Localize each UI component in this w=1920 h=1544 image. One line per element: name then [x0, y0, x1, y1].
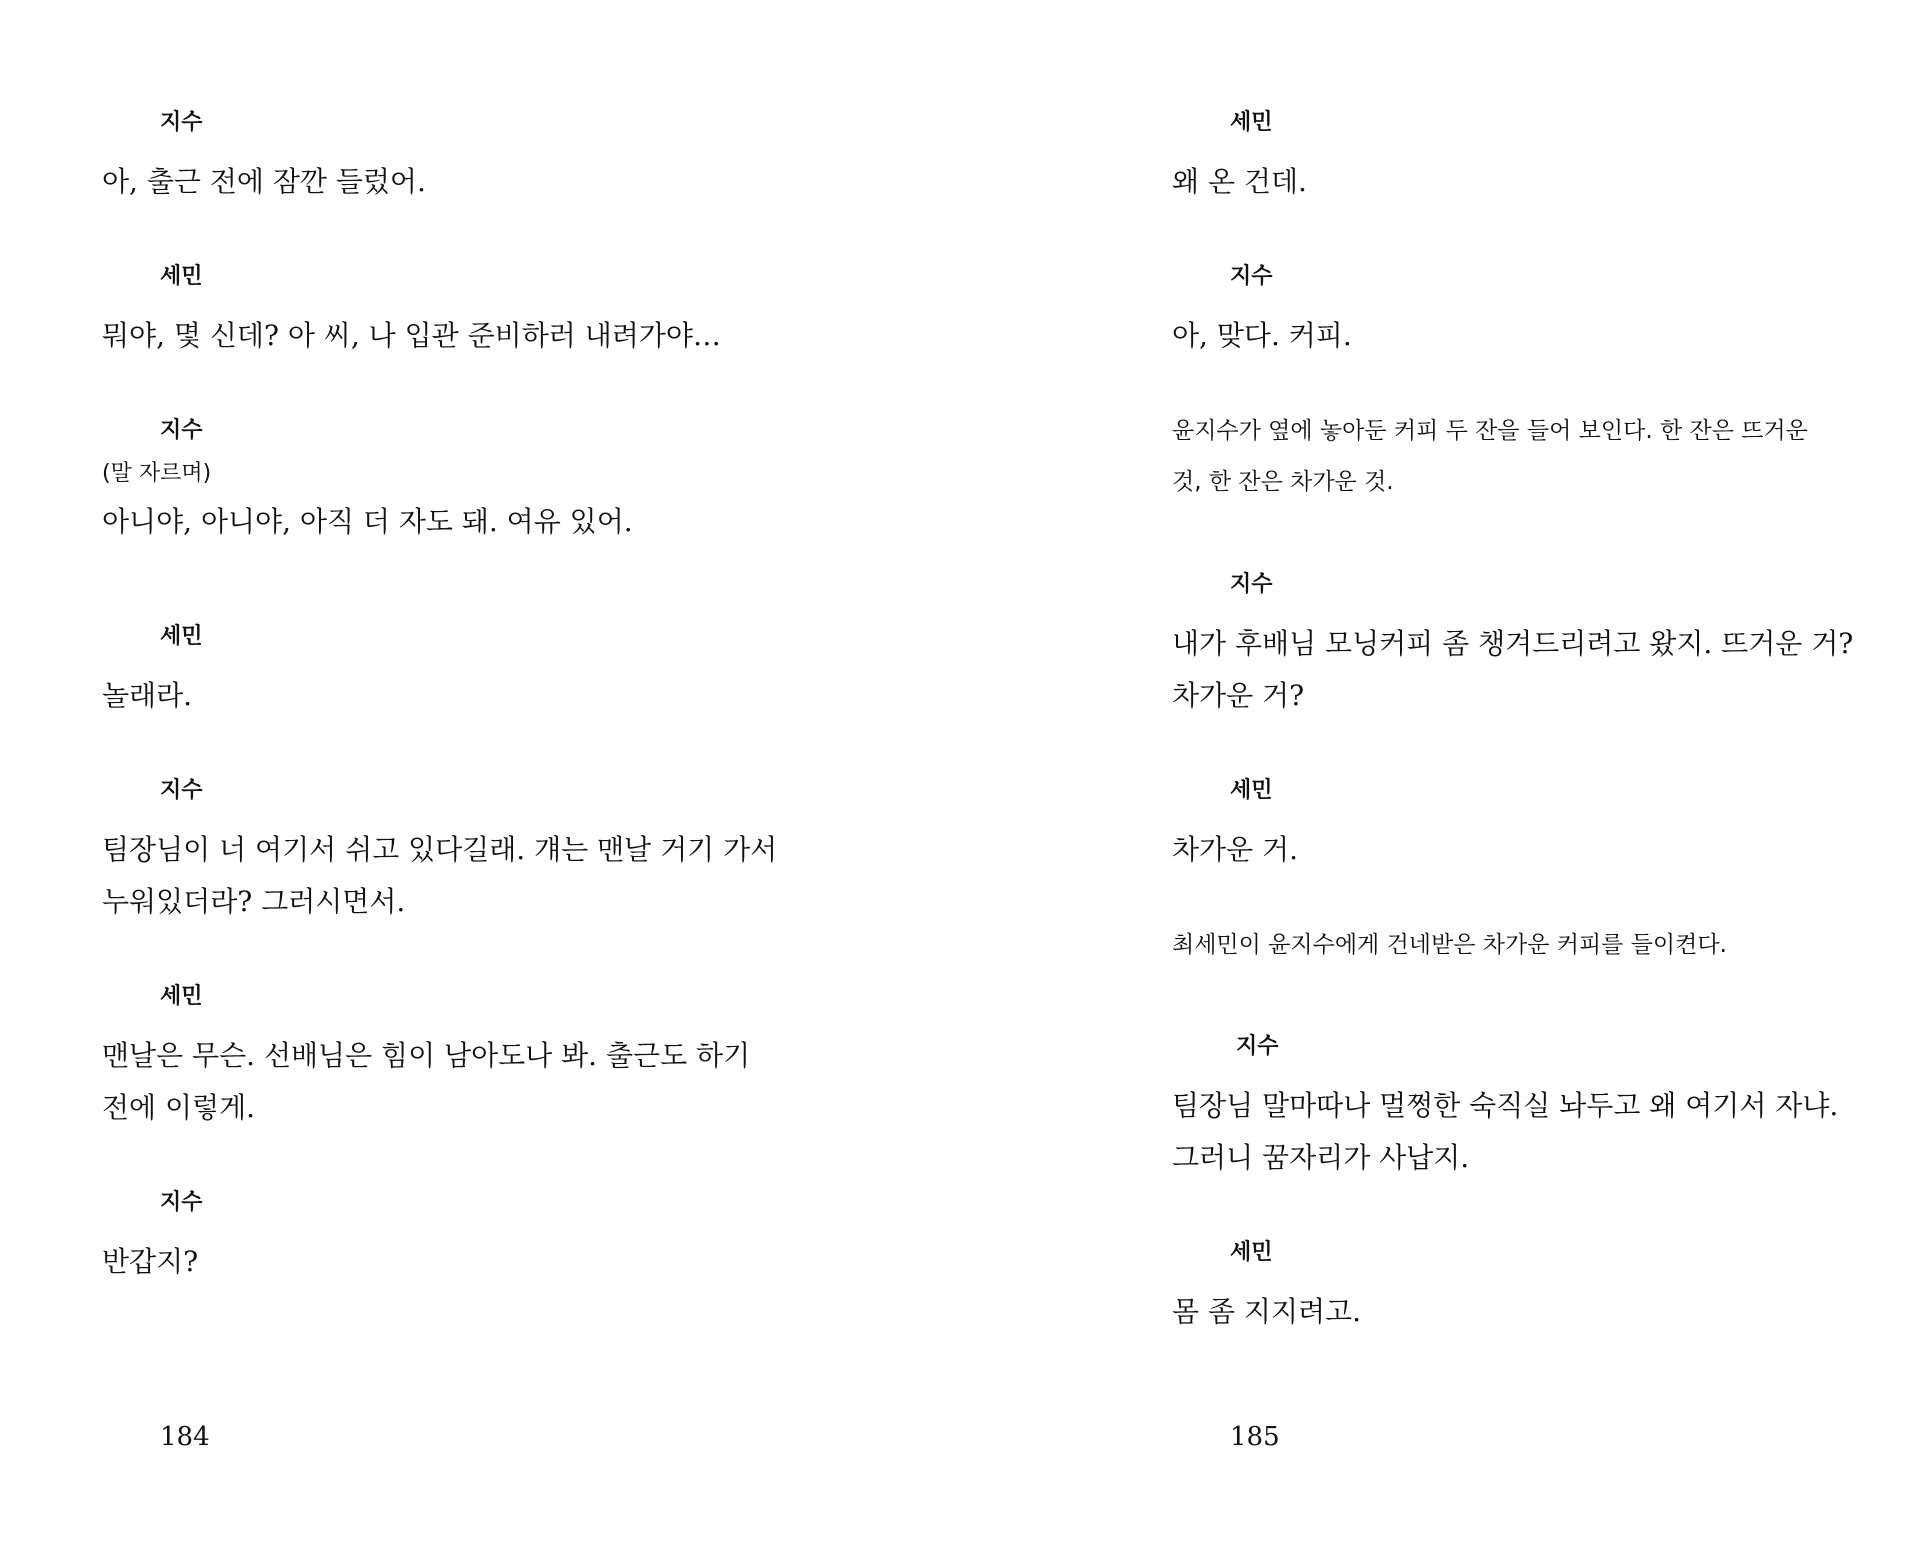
dialogue-line: 왜 온 건데. — [1172, 165, 1307, 198]
speaker-name: 지수 — [160, 778, 203, 803]
dialogue-block — [1172, 776, 1872, 876]
page-number: 185 — [1230, 1422, 1280, 1452]
speaker-name: 세민 — [160, 624, 203, 649]
page-number: 184 — [160, 1422, 210, 1452]
dialogue-line: 반갑지? — [102, 1245, 199, 1278]
action-line: 최세민이 윤지수에게 건네받은 차가운 커피를 들이켠다. — [1172, 932, 1727, 958]
dialogue-block — [1172, 262, 1872, 362]
dialogue-line: 맨날은 무슨. 선배님은 힘이 남아도나 봐. 출근도 하기 — [102, 1039, 751, 1072]
dialogue-line: 아, 출근 전에 잠깐 들렀어. — [102, 165, 426, 198]
speaker-name: 지수 — [1230, 264, 1273, 289]
speaker-name: 세민 — [1230, 110, 1273, 135]
speaker-name: 지수 — [160, 418, 203, 443]
dialogue-line: 차가운 거? — [1172, 679, 1305, 712]
action-line: 것, 한 잔은 차가운 것. — [1172, 469, 1394, 495]
speaker-name: 세민 — [1230, 778, 1273, 803]
dialogue-block — [102, 262, 802, 362]
dialogue-line: 누워있더라? 그러시면서. — [102, 885, 406, 918]
dialogue-block — [102, 416, 802, 548]
dialogue-block — [102, 108, 802, 208]
speaker-name: 세민 — [1230, 1240, 1273, 1265]
speaker-name: 세민 — [160, 264, 203, 289]
action-block — [1172, 920, 1872, 971]
dialogue-line: 그러니 꿈자리가 사납지. — [1172, 1141, 1470, 1174]
dialogue-line: 뭐야, 몇 신데? 아 씨, 나 입관 준비하러 내려가야… — [102, 319, 721, 352]
action-block — [1172, 406, 1872, 508]
dialogue-line: 아니야, 아니야, 아직 더 자도 돼. 여유 있어. — [102, 505, 633, 538]
dialogue-line: 팀장님 말마따나 멀쩡한 숙직실 놔두고 왜 여기서 자냐. — [1172, 1089, 1839, 1122]
dialogue-block — [1172, 570, 1872, 722]
dialogue-block — [102, 1188, 802, 1288]
dialogue-line: 내가 후배님 모닝커피 좀 챙겨드리려고 왔지. 뜨거운 거? — [1172, 627, 1854, 660]
speaker-name: 지수 — [1230, 572, 1273, 597]
action-line: 윤지수가 옆에 놓아둔 커피 두 잔을 들어 보인다. 한 잔은 뜨거운 — [1172, 418, 1808, 444]
speaker-name: 지수 — [160, 1190, 203, 1215]
dialogue-block — [1172, 108, 1872, 208]
speaker-name: 지수 — [160, 110, 203, 135]
dialogue-block — [102, 776, 802, 928]
parenthetical: (말 자르며) — [102, 461, 212, 486]
dialogue-block — [1172, 1238, 1872, 1338]
dialogue-line: 몸 좀 지지려고. — [1172, 1295, 1361, 1328]
dialogue-block — [102, 982, 802, 1134]
dialogue-line: 아, 맞다. 커피. — [1172, 319, 1352, 352]
dialogue-block — [1172, 1032, 1872, 1184]
dialogue-block — [102, 622, 802, 722]
dialogue-line: 놀래라. — [102, 679, 193, 712]
dialogue-line: 차가운 거. — [1172, 833, 1298, 866]
speaker-name: 지수 — [1236, 1034, 1279, 1059]
speaker-name: 세민 — [160, 984, 203, 1009]
dialogue-line: 팀장님이 너 여기서 쉬고 있다길래. 걔는 맨날 거기 가서 — [102, 833, 778, 866]
dialogue-line: 전에 이렇게. — [102, 1091, 256, 1124]
right-page — [960, 0, 1920, 1544]
